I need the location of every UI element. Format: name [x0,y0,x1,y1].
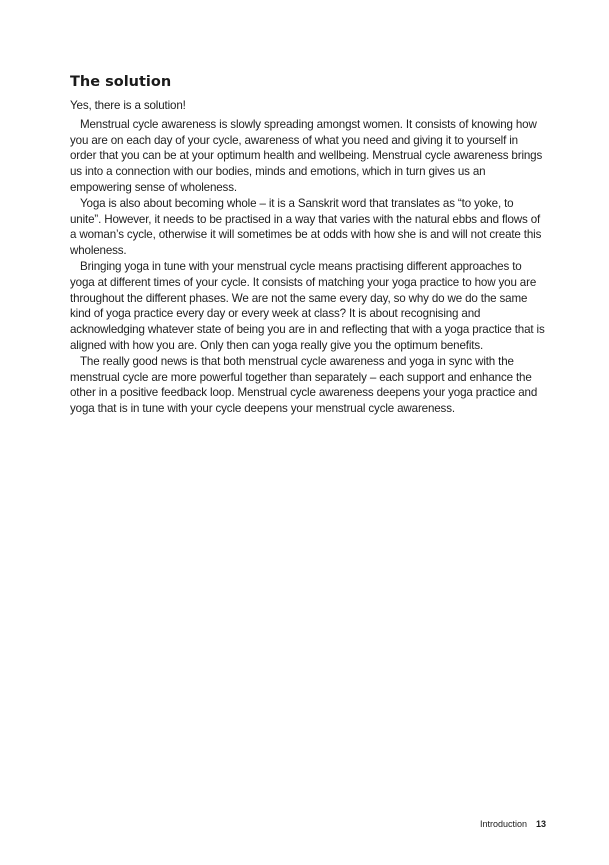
page-number: 13 [535,819,546,829]
section-heading: The solution [70,74,172,90]
body-paragraph-1: Menstrual cycle awareness is slowly spreading amongst women. It consists of knowing how you are on each day of your cycle, awareness of what you need and giving it to yourself in order that you can be at your optimum health and wellbeing. Menstrual cycle awareness brings us into a connection with our bodies, minds and emotions, which in turn gives us an empowering sense of wholeness. [70,117,543,194]
intro-paragraph: Yes, there is a solution! [70,99,186,112]
body-paragraph-3: Bringing yoga in tune with your menstrual cycle means practising different approaches to yoga at different times of your cycle. It consists of matching your yoga practice to how you are throughout the different phases. We are not the same every day, so why do we do the same kind of yoga practice every day or every week at class? It is about recognising and acknowledging whatever state of being you are in and reflecting that with a yoga practice that is aligned with how you are. Only then can yoga really give you the optimum benefits. [70,259,545,352]
body-paragraph-2: Yoga is also about becoming whole – it is a Sanskrit word that translates as “to yoke, to unite”. However, it needs to be practised in a way that varies with the natural ebbs and flows of a woman’s cycle, otherwise it will sometimes be at odds with how she is and will not create this wholeness. [70,196,542,258]
body-paragraph-4: The really good news is that both menstrual cycle awareness and yoga in sync with the menstrual cycle are more powerful together than separately – each support and enhance the other in a positive feedback loop. Menstrual cycle awareness deepens your yoga practice and yoga that is in tune with your cycle deepens your menstrual cycle awareness. [70,354,538,416]
footer-section-label: Introduction [479,819,527,829]
page-footer [480,819,546,829]
main-content [70,72,545,417]
